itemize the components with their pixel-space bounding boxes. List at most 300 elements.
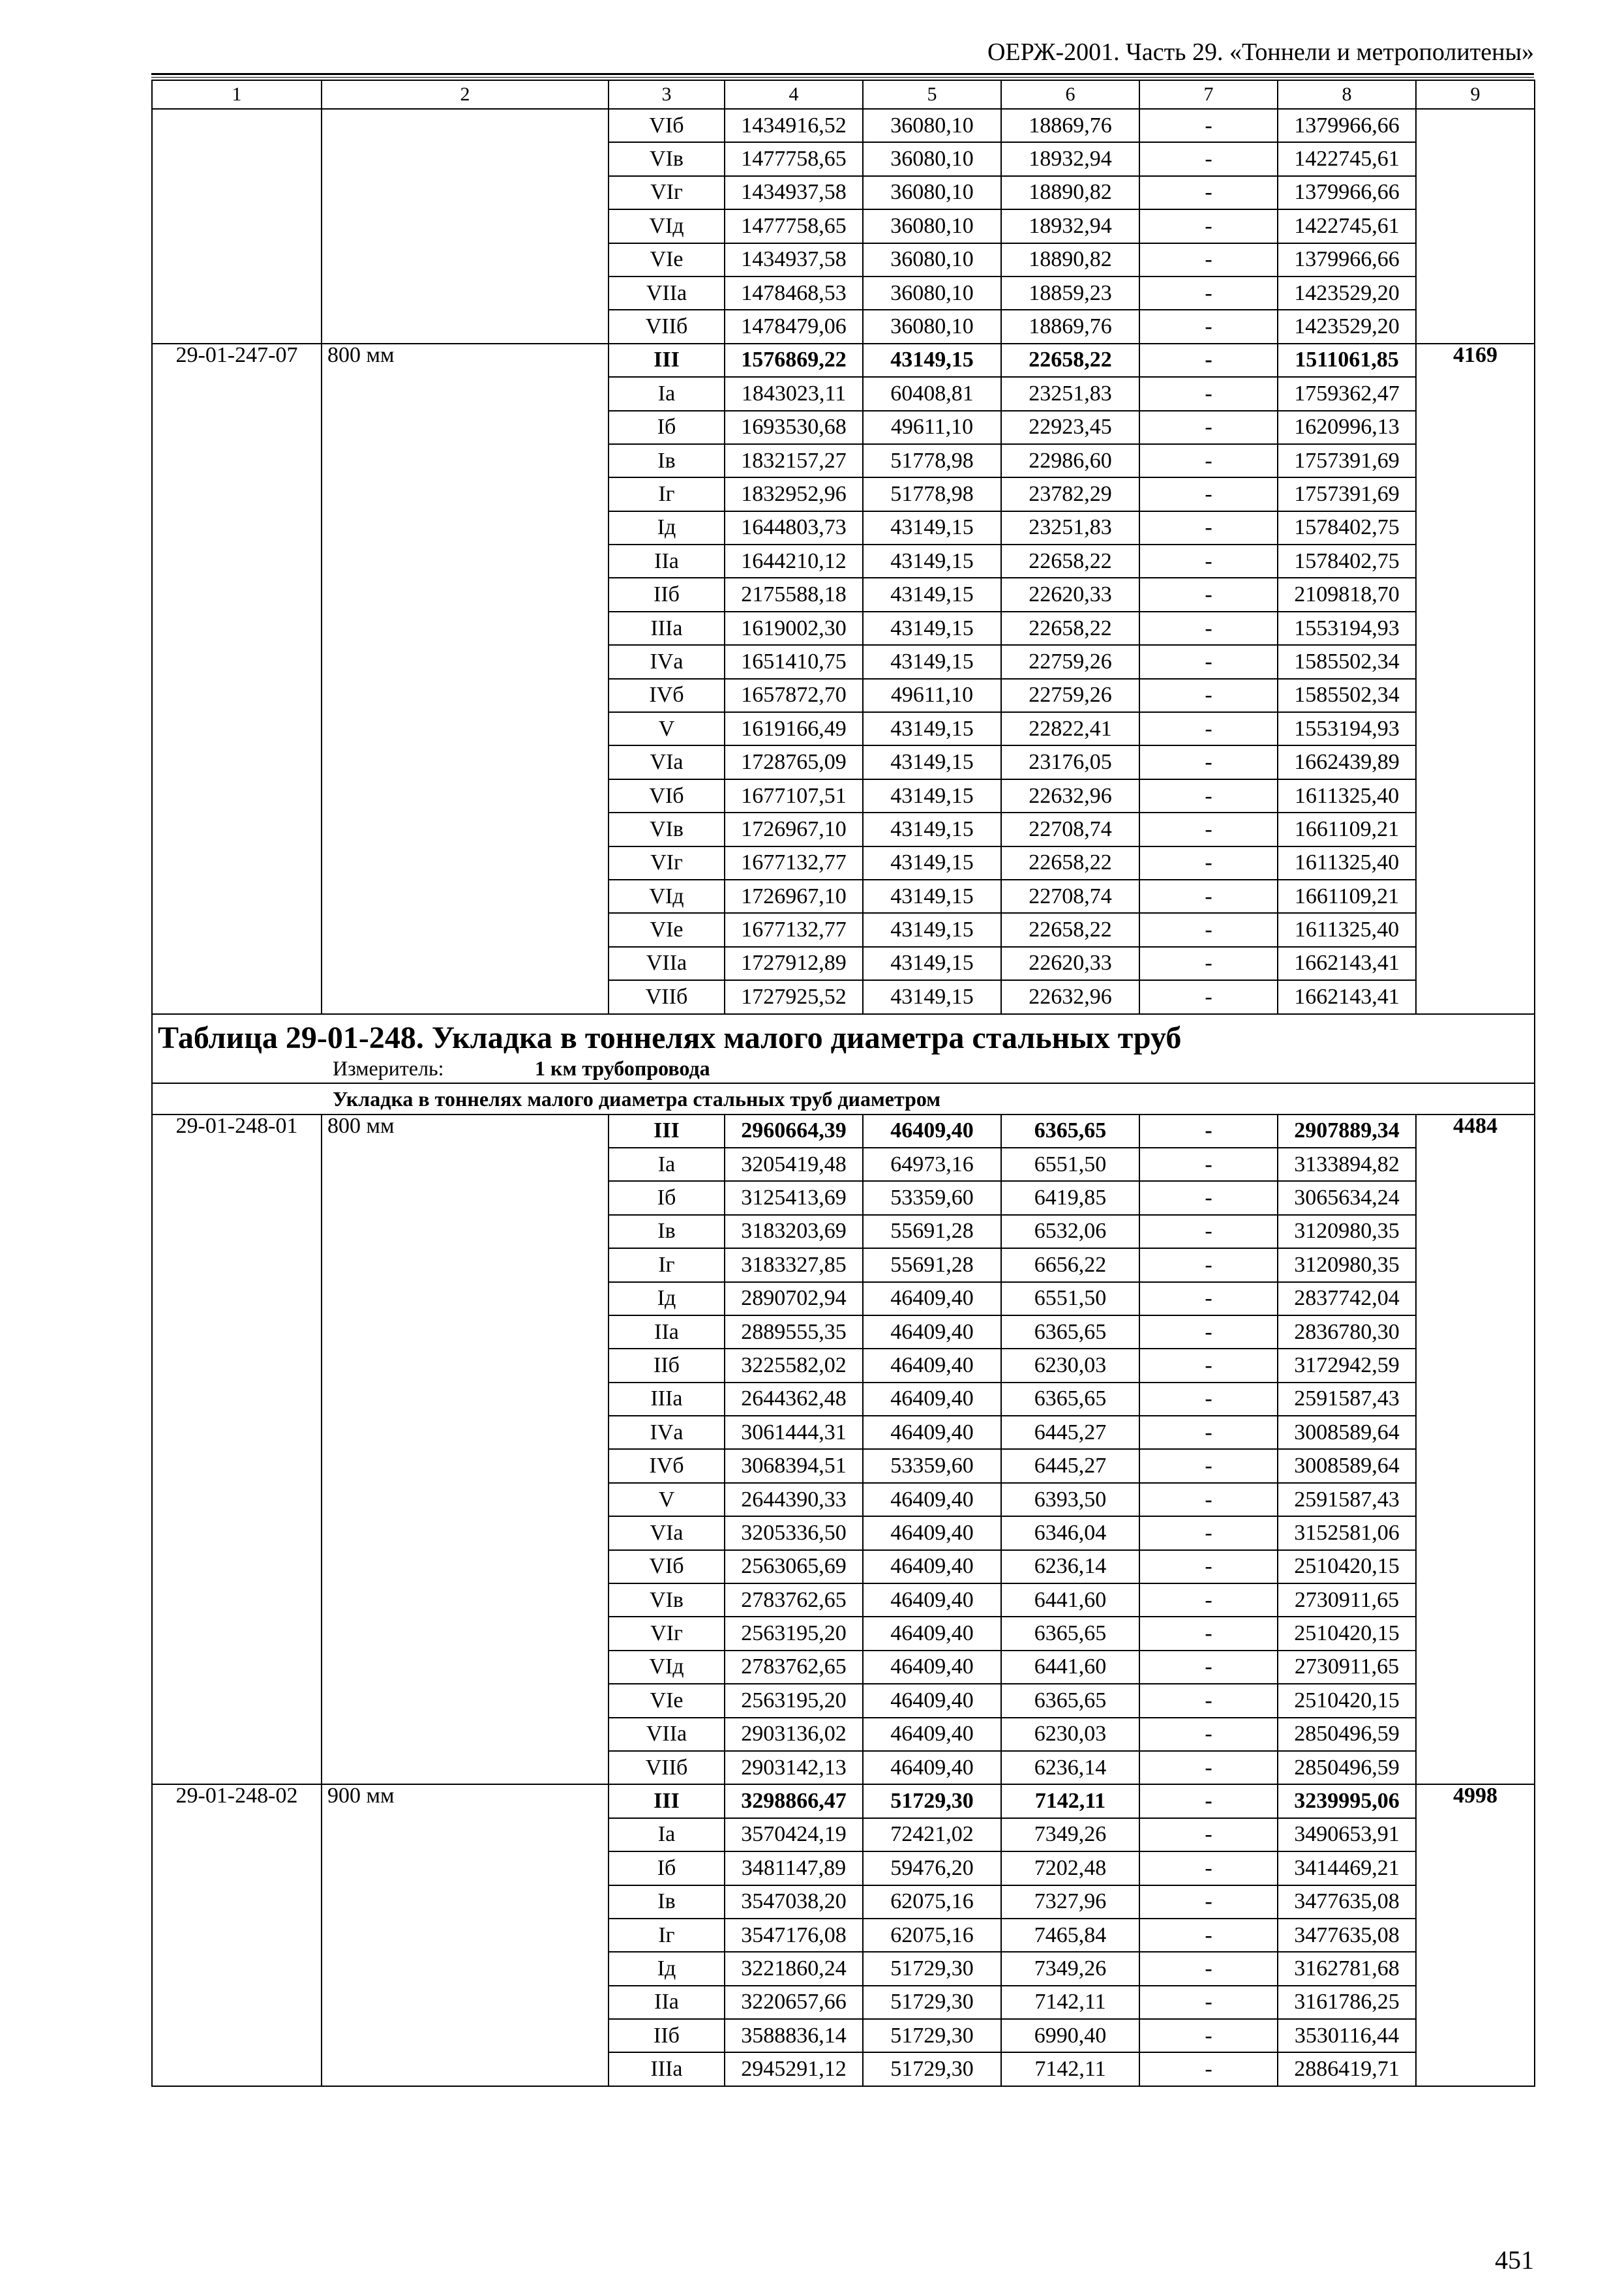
table-title-block [152,1014,1535,1083]
cell-col-4: 2563195,20 [725,1684,863,1717]
cell-col-5: 43149,15 [863,980,1001,1013]
cell-col-7: - [1139,277,1278,310]
cell-col-8: 3120980,35 [1278,1215,1416,1248]
cell-col-7: - [1139,1784,1278,1818]
cell-col-8: 1757391,69 [1278,477,1416,511]
cell-col-7: - [1139,1919,1278,1952]
cell-col-5: 43149,15 [863,779,1001,813]
cell-col-3: IVб [609,1449,725,1482]
cell-col-3: VIа [609,745,725,779]
cell-col-7: - [1139,779,1278,813]
cell-col-8: 3477635,08 [1278,1885,1416,1919]
cell-col-5: 43149,15 [863,578,1001,611]
cell-col-5: 51729,30 [863,2019,1001,2052]
cell-col-7: - [1139,344,1278,377]
cell-col-6: 23176,05 [1001,745,1139,779]
measure-label: Измеритель: [333,1056,444,1080]
cell-col-5: 46409,40 [863,1718,1001,1751]
cell-col-3: Iб [609,411,725,444]
cell-col-5: 46409,40 [863,1684,1001,1717]
cell-col-5: 59476,20 [863,1851,1001,1885]
cell-col-3: VIIа [609,277,725,310]
cell-col-5: 60408,81 [863,377,1001,410]
cell-col-4: 3183203,69 [725,1215,863,1248]
table-title-row [152,1014,1535,1083]
cell-col-6: 22759,26 [1001,679,1139,712]
cell-col-6: 22620,33 [1001,578,1139,611]
measure-value: 1 км трубопровода [535,1056,710,1080]
cell-col-4: 3225582,02 [725,1349,863,1382]
cell-col-8: 3172942,59 [1278,1349,1416,1382]
cell-col-4: 3220657,66 [725,1986,863,2019]
table-subtitle-row [152,1083,1535,1115]
cell-col-3: Iд [609,511,725,545]
cell-col-4: 3547038,20 [725,1885,863,1919]
cell-col-4: 2890702,94 [725,1282,863,1315]
cell-col-8: 3008589,64 [1278,1416,1416,1449]
cell-col-3: VIе [609,243,725,277]
cell-col-4: 1477758,65 [725,209,863,243]
cell-col-4: 1434916,52 [725,109,863,142]
cell-col-6: 6551,50 [1001,1148,1139,1181]
cell-col-5: 36080,10 [863,310,1001,343]
cell-col-7: - [1139,980,1278,1013]
cell-col-4: 3183327,85 [725,1248,863,1281]
cell-col-6: 7142,11 [1001,1986,1139,2019]
cell-col-7: - [1139,1349,1278,1382]
cell-col-8: 2510420,15 [1278,1617,1416,1650]
cell-col-3: VIд [609,880,725,913]
cell-col-7: - [1139,1215,1278,1248]
cell-col-5: 43149,15 [863,612,1001,645]
cell-col-3: Iд [609,1952,725,1985]
cell-col-4: 2889555,35 [725,1315,863,1349]
cell-col-4: 2644390,33 [725,1483,863,1516]
row-total [1416,109,1535,344]
cell-col-7: - [1139,1718,1278,1751]
cell-col-5: 36080,10 [863,209,1001,243]
cell-col-4: 1677107,51 [725,779,863,813]
cell-col-7: - [1139,712,1278,745]
cell-col-3: VIг [609,176,725,209]
cell-col-5: 43149,15 [863,511,1001,545]
cell-col-7: - [1139,142,1278,175]
cell-col-7: - [1139,2019,1278,2052]
cell-col-8: 2591587,43 [1278,1483,1416,1516]
cell-col-5: 51729,30 [863,1952,1001,1985]
cell-col-7: - [1139,511,1278,545]
cell-col-5: 62075,16 [863,1919,1001,1952]
cell-col-5: 43149,15 [863,645,1001,678]
cell-col-6: 22658,22 [1001,344,1139,377]
cell-col-4: 2563195,20 [725,1617,863,1650]
cell-col-4: 1727912,89 [725,947,863,980]
cell-col-4: 1727925,52 [725,980,863,1013]
row-total: 4169 [1416,344,1535,1014]
cell-col-3: VIIа [609,1718,725,1751]
cell-col-7: - [1139,1315,1278,1349]
cell-col-7: - [1139,1416,1278,1449]
cell-col-4: 2783762,65 [725,1651,863,1684]
cell-col-5: 46409,40 [863,1483,1001,1516]
cell-col-7: - [1139,612,1278,645]
cell-col-6: 7327,96 [1001,1885,1139,1919]
cell-col-7: - [1139,477,1278,511]
cell-col-3: III [609,344,725,377]
cell-col-7: - [1139,913,1278,946]
cell-col-8: 2850496,59 [1278,1718,1416,1751]
cell-col-8: 2730911,65 [1278,1583,1416,1617]
column-number-row [152,80,1535,109]
cell-col-7: - [1139,1115,1278,1148]
cell-col-5: 43149,15 [863,913,1001,946]
cell-col-4: 1677132,77 [725,846,863,880]
cell-col-5: 36080,10 [863,277,1001,310]
cell-col-6: 22658,22 [1001,846,1139,880]
cell-col-8: 3414469,21 [1278,1851,1416,1885]
column-number: 3 [609,80,725,109]
cell-col-6: 22658,22 [1001,545,1139,578]
cell-col-6: 7349,26 [1001,1952,1139,1985]
cell-col-4: 1651410,75 [725,645,863,678]
cell-col-5: 51778,98 [863,477,1001,511]
cell-col-5: 55691,28 [863,1248,1001,1281]
cell-col-3: VIв [609,1583,725,1617]
cell-col-3: IIа [609,1315,725,1349]
cell-col-7: - [1139,377,1278,410]
cell-col-6: 7142,11 [1001,1784,1139,1818]
cell-col-3: IIа [609,1986,725,2019]
cell-col-8: 3530116,44 [1278,2019,1416,2052]
cell-col-8: 2850496,59 [1278,1751,1416,1784]
price-table [151,80,1535,2087]
cell-col-3: Iг [609,1919,725,1952]
cell-col-5: 51729,30 [863,1986,1001,2019]
cell-col-6: 22759,26 [1001,645,1139,678]
cell-col-8: 1422745,61 [1278,142,1416,175]
cell-col-8: 1611325,40 [1278,779,1416,813]
cell-col-7: - [1139,545,1278,578]
row-code: 29-01-247-07 [152,344,322,1014]
cell-col-8: 2907889,34 [1278,1115,1416,1148]
cell-col-3: VIIб [609,980,725,1013]
page-number: 451 [1495,2245,1534,2275]
cell-col-8: 1553194,93 [1278,612,1416,645]
cell-col-4: 1576869,22 [725,344,863,377]
table-row [152,1115,1535,1148]
cell-col-3: Iа [609,1148,725,1181]
cell-col-6: 7202,48 [1001,1851,1139,1885]
cell-col-6: 22658,22 [1001,913,1139,946]
cell-col-8: 2510420,15 [1278,1684,1416,1717]
column-number: 6 [1001,80,1139,109]
cell-col-3: Iв [609,1885,725,1919]
cell-col-6: 18869,76 [1001,310,1139,343]
cell-col-6: 22986,60 [1001,444,1139,477]
cell-col-6: 22822,41 [1001,712,1139,745]
cell-col-8: 2730911,65 [1278,1651,1416,1684]
cell-col-4: 3061444,31 [725,1416,863,1449]
cell-col-4: 1843023,11 [725,377,863,410]
cell-col-8: 1553194,93 [1278,712,1416,745]
cell-col-4: 2563065,69 [725,1550,863,1583]
cell-col-6: 6230,03 [1001,1349,1139,1382]
cell-col-8: 1578402,75 [1278,511,1416,545]
cell-col-7: - [1139,1952,1278,1985]
cell-col-5: 36080,10 [863,176,1001,209]
cell-col-3: VIб [609,779,725,813]
cell-col-5: 51778,98 [863,444,1001,477]
cell-col-4: 3588836,14 [725,2019,863,2052]
cell-col-7: - [1139,1282,1278,1315]
cell-col-7: - [1139,411,1278,444]
cell-col-3: VIб [609,1550,725,1583]
cell-col-3: Iв [609,1215,725,1248]
cell-col-7: - [1139,1148,1278,1181]
cell-col-3: VIе [609,913,725,946]
cell-col-5: 46409,40 [863,1349,1001,1382]
cell-col-8: 3477635,08 [1278,1919,1416,1952]
cell-col-5: 46409,40 [863,1617,1001,1650]
cell-col-6: 23251,83 [1001,377,1139,410]
cell-col-4: 3221860,24 [725,1952,863,1985]
cell-col-5: 43149,15 [863,344,1001,377]
cell-col-5: 46409,40 [863,1583,1001,1617]
cell-col-3: IIб [609,2019,725,2052]
cell-col-7: - [1139,1751,1278,1784]
cell-col-7: - [1139,947,1278,980]
cell-col-4: 1832952,96 [725,477,863,511]
cell-col-7: - [1139,1617,1278,1650]
header-rule [151,73,1534,75]
cell-col-5: 62075,16 [863,1885,1001,1919]
cell-col-7: - [1139,1550,1278,1583]
cell-col-4: 1644210,12 [725,545,863,578]
cell-col-6: 23251,83 [1001,511,1139,545]
cell-col-3: VIг [609,846,725,880]
cell-col-8: 1661109,21 [1278,880,1416,913]
cell-col-3: Iг [609,1248,725,1281]
cell-col-4: 1434937,58 [725,243,863,277]
cell-col-4: 3205419,48 [725,1148,863,1181]
cell-col-7: - [1139,243,1278,277]
cell-col-5: 46409,40 [863,1651,1001,1684]
cell-col-6: 6365,65 [1001,1684,1139,1717]
cell-col-8: 1578402,75 [1278,545,1416,578]
cell-col-4: 2903142,13 [725,1751,863,1784]
cell-col-4: 1728765,09 [725,745,863,779]
cell-col-7: - [1139,1583,1278,1617]
cell-col-8: 3065634,24 [1278,1181,1416,1214]
cell-col-8: 3239995,06 [1278,1784,1416,1818]
cell-col-7: - [1139,645,1278,678]
cell-col-6: 6551,50 [1001,1282,1139,1315]
cell-col-8: 3162781,68 [1278,1952,1416,1985]
cell-col-6: 6365,65 [1001,1617,1139,1650]
cell-col-5: 43149,15 [863,880,1001,913]
cell-col-4: 3125413,69 [725,1181,863,1214]
cell-col-6: 23782,29 [1001,477,1139,511]
cell-col-8: 1422745,61 [1278,209,1416,243]
cell-col-5: 46409,40 [863,1315,1001,1349]
cell-col-5: 46409,40 [863,1516,1001,1549]
cell-col-5: 43149,15 [863,712,1001,745]
cell-col-3: IIа [609,545,725,578]
cell-col-6: 18932,94 [1001,209,1139,243]
cell-col-8: 2109818,70 [1278,578,1416,611]
cell-col-6: 22708,74 [1001,880,1139,913]
cell-col-8: 2510420,15 [1278,1550,1416,1583]
row-total: 4998 [1416,1784,1535,2086]
cell-col-5: 43149,15 [863,545,1001,578]
cell-col-7: - [1139,1383,1278,1416]
cell-col-3: VIд [609,209,725,243]
column-number: 4 [725,80,863,109]
cell-col-8: 2591587,43 [1278,1383,1416,1416]
cell-col-8: 3008589,64 [1278,1449,1416,1482]
cell-col-4: 2644362,48 [725,1383,863,1416]
cell-col-3: VIв [609,813,725,846]
cell-col-8: 3152581,06 [1278,1516,1416,1549]
cell-col-4: 1478479,06 [725,310,863,343]
cell-col-3: VIIб [609,1751,725,1784]
cell-col-8: 2836780,30 [1278,1315,1416,1349]
cell-col-7: - [1139,1248,1278,1281]
cell-col-6: 6236,14 [1001,1550,1139,1583]
cell-col-5: 36080,10 [863,142,1001,175]
cell-col-7: - [1139,578,1278,611]
cell-col-3: VIIб [609,310,725,343]
cell-col-6: 6656,22 [1001,1248,1139,1281]
cell-col-8: 1585502,34 [1278,679,1416,712]
cell-col-8: 1585502,34 [1278,645,1416,678]
cell-col-8: 1757391,69 [1278,444,1416,477]
cell-col-3: V [609,1483,725,1516]
cell-col-3: III [609,1115,725,1148]
cell-col-4: 3481147,89 [725,1851,863,1885]
cell-col-5: 46409,40 [863,1282,1001,1315]
cell-col-4: 1657872,70 [725,679,863,712]
cell-col-8: 3120980,35 [1278,1248,1416,1281]
cell-col-4: 3570424,19 [725,1818,863,1851]
cell-col-7: - [1139,310,1278,343]
cell-col-6: 18932,94 [1001,142,1139,175]
cell-col-7: - [1139,846,1278,880]
row-resource: 800 мм [322,344,609,1014]
cell-col-7: - [1139,1483,1278,1516]
row-resource: 900 мм [322,1784,609,2086]
cell-col-7: - [1139,1851,1278,1885]
cell-col-3: Iг [609,477,725,511]
cell-col-8: 1611325,40 [1278,913,1416,946]
cell-col-6: 22620,33 [1001,947,1139,980]
row-total: 4484 [1416,1115,1535,1785]
cell-col-6: 22923,45 [1001,411,1139,444]
cell-col-4: 1434937,58 [725,176,863,209]
cell-col-6: 6445,27 [1001,1449,1139,1482]
cell-col-8: 2837742,04 [1278,1282,1416,1315]
cell-col-4: 1677132,77 [725,913,863,946]
row-code [152,109,322,344]
cell-col-3: IIIа [609,612,725,645]
cell-col-4: 1726967,10 [725,813,863,846]
cell-col-5: 43149,15 [863,745,1001,779]
cell-col-5: 46409,40 [863,1383,1001,1416]
cell-col-7: - [1139,745,1278,779]
cell-col-5: 55691,28 [863,1215,1001,1248]
cell-col-8: 1379966,66 [1278,243,1416,277]
cell-col-5: 36080,10 [863,109,1001,142]
cell-col-4: 2960664,39 [725,1115,863,1148]
cell-col-7: - [1139,109,1278,142]
cell-col-7: - [1139,2052,1278,2086]
cell-col-7: - [1139,1181,1278,1214]
cell-col-4: 1478468,53 [725,277,863,310]
cell-col-6: 7349,26 [1001,1818,1139,1851]
cell-col-6: 7465,84 [1001,1919,1139,1952]
cell-col-6: 6441,60 [1001,1583,1139,1617]
cell-col-3: VIа [609,1516,725,1549]
cell-col-5: 46409,40 [863,1416,1001,1449]
column-number: 9 [1416,80,1535,109]
cell-col-8: 1611325,40 [1278,846,1416,880]
cell-col-7: - [1139,176,1278,209]
cell-col-3: Iв [609,444,725,477]
cell-col-5: 72421,02 [863,1818,1001,1851]
cell-col-5: 36080,10 [863,243,1001,277]
column-number: 7 [1139,80,1278,109]
cell-col-7: - [1139,679,1278,712]
cell-col-4: 1693530,68 [725,411,863,444]
cell-col-6: 18890,82 [1001,176,1139,209]
cell-col-5: 64973,16 [863,1148,1001,1181]
cell-col-4: 2903136,02 [725,1718,863,1751]
cell-col-6: 18859,23 [1001,277,1139,310]
cell-col-7: - [1139,1651,1278,1684]
header-rule-thin [151,77,1534,78]
table-title: Таблица 29-01-248. Укладка в тоннелях малого диаметра стальных труб [158,1020,1182,1055]
cell-col-3: VIд [609,1651,725,1684]
cell-col-6: 18890,82 [1001,243,1139,277]
cell-col-8: 1511061,85 [1278,344,1416,377]
cell-col-4: 2175588,18 [725,578,863,611]
measure-line [158,1058,1529,1079]
cell-col-3: Iа [609,1818,725,1851]
cell-col-6: 6990,40 [1001,2019,1139,2052]
cell-col-5: 51729,30 [863,2052,1001,2086]
column-number: 2 [322,80,609,109]
cell-col-7: - [1139,1449,1278,1482]
cell-col-7: - [1139,813,1278,846]
cell-col-8: 3161786,25 [1278,1986,1416,2019]
cell-col-6: 6419,85 [1001,1181,1139,1214]
cell-col-4: 1644803,73 [725,511,863,545]
cell-col-6: 22632,96 [1001,980,1139,1013]
cell-col-3: Iа [609,377,725,410]
cell-col-7: - [1139,209,1278,243]
cell-col-4: 3547176,08 [725,1919,863,1952]
cell-col-3: IVа [609,645,725,678]
row-resource: 800 мм [322,1115,609,1785]
cell-col-4: 2945291,12 [725,2052,863,2086]
cell-col-8: 1423529,20 [1278,277,1416,310]
cell-col-8: 1662143,41 [1278,980,1416,1013]
cell-col-7: - [1139,880,1278,913]
cell-col-3: V [609,712,725,745]
cell-col-6: 18869,76 [1001,109,1139,142]
cell-col-6: 6236,14 [1001,1751,1139,1784]
cell-col-3: Iб [609,1851,725,1885]
